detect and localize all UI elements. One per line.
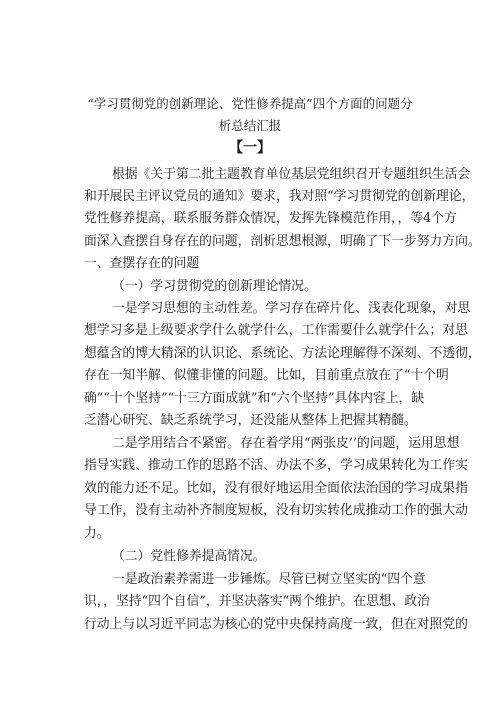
paragraph-line: 识，，坚持“四个自信”，并坚决落实“两个维护。在思想、政治 [84, 594, 430, 609]
heading-section-1: 一、查摆存在的问题 [84, 256, 200, 271]
paragraph-line: 效的能力还不足。比如，没有很好地运用全面依法治国的学习成果指 [84, 481, 468, 496]
paragraph-line: 一是学习思想的主动性差。学习存在碎片化、浅表化现象，对思 [112, 301, 471, 316]
paragraph-line: 想学习多是上级要求学什么就学什么，工作需要什么就学什么；对思 [84, 323, 468, 338]
intro-line: 党性修养提高，联系服务群众情况，发挥先锋模范作用，，等4个方 [84, 211, 457, 226]
section-marker: 【一】 [229, 140, 271, 156]
paragraph-line: 存在一知半解、似懂非懂的问题。比如，目前重点放在了“十个明 [84, 368, 449, 383]
document-title-line-2: 析总结汇报 [218, 118, 282, 133]
heading-subsection-1-1: （一）学习贯彻党的创新理论情况。 [112, 279, 317, 294]
paragraph-line: 二是学用结合不紧密。存在着学用“两张皮’’的问题，运用思想 [112, 436, 460, 451]
paragraph-line: 确”“十个坚持”“十三方面成就”和“六个坚持”具体内容上，缺 [84, 391, 425, 406]
paragraph-line: 一是政治素养需进一步锤炼。尽管已树立坚实的“四个意 [112, 572, 426, 587]
heading-subsection-1-2: （二）党性修养提高情况。 [112, 549, 266, 564]
intro-line: 和开展民主评议党员的通知》要求，我对照“学习贯彻党的创新理论， [84, 189, 475, 204]
paragraph-line: 导工作，没有主动补齐制度短板，没有切实转化成推动工作的强大动 [84, 503, 468, 518]
document-title-line-1: “学习贯彻党的创新理论、党性修养提高”四个方面的问题分 [87, 96, 413, 111]
paragraph-line: 力。 [84, 526, 110, 541]
intro-line: 根据《关于第二批主题教育单位基层党组织召开专题组织生活会 [112, 167, 471, 182]
paragraph-line: 乏潜心研究、缺乏系统学习，还没能从整体上把握其精髓。 [84, 413, 417, 428]
paragraph-line: 指导实践、推动工作的思路不活、办法不多，学习成果转化为工作实 [84, 458, 468, 473]
paragraph-line: 想蕴含的博大精深的认识论、系统论、方法论理解得不深刻、不透彻， [84, 346, 481, 361]
intro-line: 面深入查摆自身存在的问题，剖析思想根源，明确了下一步努力方向。 [84, 234, 481, 249]
paragraph-line: 行动上与以习近平同志为核心的党中央保持高度一致，但在对照党的 [84, 617, 468, 632]
